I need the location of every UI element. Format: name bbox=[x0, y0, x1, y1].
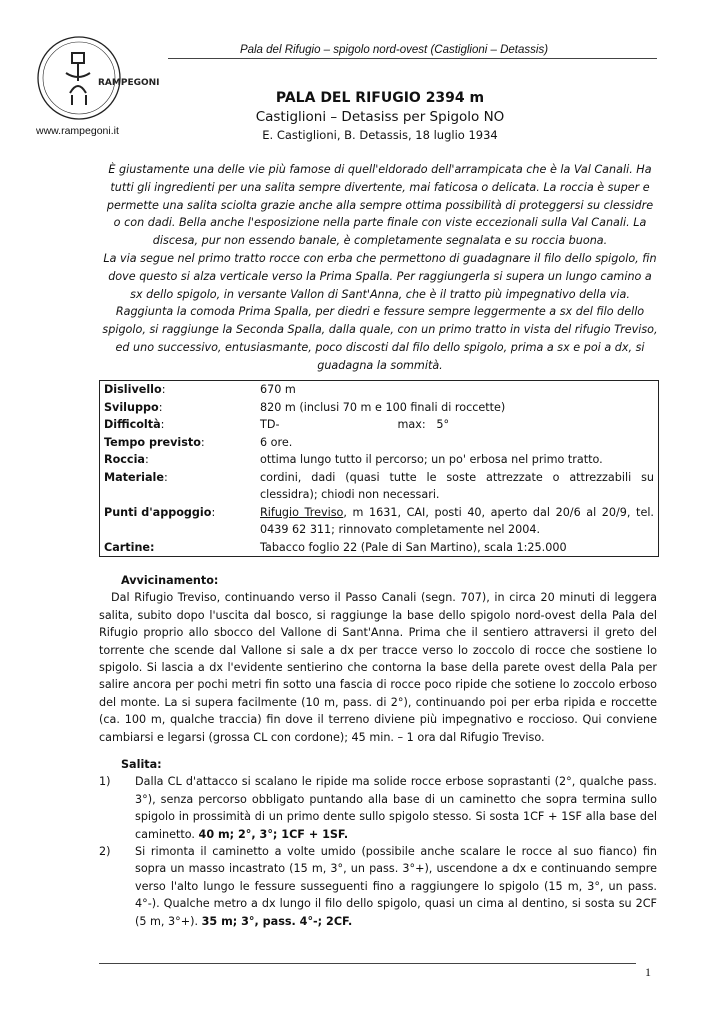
materiale-value: cordini, dadi (quasi tutte le soste attrezzate o attrezzabili su clessidra); chiodi non necessari. bbox=[260, 470, 654, 501]
rifugio-treviso-link[interactable]: Rifugio Treviso bbox=[260, 505, 344, 519]
salita-heading: Salita: bbox=[121, 758, 162, 771]
item-number: 1) bbox=[99, 775, 111, 789]
roccia-value: ottima lungo tutto il percorso; un po' erbosa nel primo tratto. bbox=[260, 453, 603, 466]
sviluppo-value: 820 m (inclusi 70 m e 100 finali di roccette) bbox=[260, 400, 506, 414]
page-subtitle: Castiglioni – Detasiss per Spigolo NO bbox=[255, 109, 505, 125]
table-row: Roccia: ottima lungo tutto il percorso; un po' erbosa nel primo tratto. bbox=[100, 451, 659, 469]
cartine-label: Cartine: bbox=[104, 540, 155, 554]
item-summary: 40 m; 2°, 3°; 1CF + 1SF. bbox=[198, 827, 349, 841]
punti-label: Punti d'appoggio bbox=[104, 505, 212, 519]
table-row bbox=[100, 539, 659, 557]
avvicinamento-text: Dal Rifugio Treviso, continuando verso il Passo Canali (segn. 707), in circa 20 minuti di leggera salita, subito dopo l'uscita dal bosco, si raggiunge la base dello spigolo nord-ovest della Pala del Rifugio proprio allo sbocco del Vallone di Sant'Anna. Prima che il sentiero attraversi il greto del torrente che scende dal Vallone si sale a dx per tracce verso lo zoccolo di rocce che sostiene lo spigolo. Si lascia a dx l'evidente sentierino che contorna la base della parete ovest della Pala per salire ancora per pochi metri fin sotto una fascia di rocce poco ripide che sotiene lo zoccolo erboso del monte. La si supera facilmente (10 m, pass. di 2°), continuando poi per erba ripida e roccette (ca. 100 m, qualche traccia) fin dove il terreno diviene più impegnativo e roccioso. Qui conviene cambiarsi e legarsi (grossa CL con cordone); 45 min. – 1 ora dal Rifugio Treviso. bbox=[99, 591, 657, 744]
list-item bbox=[99, 843, 657, 930]
roccia-label: Roccia bbox=[104, 453, 145, 466]
avvicinamento-section bbox=[99, 572, 657, 746]
item-text: Dalla CL d'attacco si scalano le ripide ma solide rocce erbose soprastanti (2°, qualche pass. 3°), senza percorso obbligato puntando alla base di un caminetto che sopra termina sullo spigolo in prossimità di un primo dente sullo spigolo stesso. Si sosta 1CF + 1SF alla base del caminetto. bbox=[135, 775, 657, 841]
punti-value: , m 1631, CAI, posti 40, aperto dal 20/6 al 20/9, tel. 0439 62 311; rinnovato completamente nel 2004. bbox=[260, 505, 654, 536]
route-info-table bbox=[99, 380, 659, 557]
intro-paragraph: La via segue nel primo tratto rocce con erba che permettono di guadagnare il filo dello spigolo, fin dove questo si alza verticale verso la Prima Spalla. Per raggiungerla si supera un lungo camino a sx dello spigolo, in versante Vallon di Sant'Anna, che è il tratto più impegnativo della via. Raggiunta la comoda Prima Spalla, per diedri e fessure sempre leggermente a sx del filo dello spigolo, si raggiunge la Seconda Spalla, dalla quale, con un primo tratto in vista del rifugio Treviso, ed uno successivo, entusiasmante, poco discosti dal filo dello spigolo, prima a sx e poi a dx, si guadagna la sommità. bbox=[102, 251, 658, 372]
page-number: 1 bbox=[645, 965, 651, 979]
max-value: 5° bbox=[436, 418, 450, 431]
avvicinamento-heading: Avvicinamento: bbox=[121, 574, 219, 587]
cartine-value: Tabacco foglio 22 (Pale di San Martino), scala 1:25.000 bbox=[260, 540, 567, 554]
item-number: 2) bbox=[99, 845, 111, 859]
table-row: Punti d'appoggio: Rifugio Treviso, m 1631, CAI, posti 40, aperto dal 20/6 al 20/9, tel. 0439 62 311; rinnovato completamente nel 2004. bbox=[104, 505, 654, 536]
difficolta-label: Difficoltà bbox=[104, 418, 161, 431]
intro-text bbox=[102, 161, 658, 375]
rampegoni-logo bbox=[36, 33, 160, 123]
logo-text: RAMPEGONI bbox=[98, 78, 160, 88]
sviluppo-label: Sviluppo bbox=[104, 400, 159, 414]
table-row: Difficoltà: TD- max: 5° bbox=[100, 416, 659, 434]
list-item bbox=[99, 773, 657, 843]
header-rule bbox=[168, 58, 657, 59]
difficolta-value: TD- bbox=[260, 418, 280, 431]
intro-paragraph: È giustamente una delle vie più famose di quell'eldorado dell'arrampicata che è la Val Canali. Ha tutti gli ingredienti per una salita sempre divertente, mai faticosa o delicata. La roccia è super e permette una salita sciolta grazie anche alla sempre ottima possibilità di proteggersi su clessidre o con dadi. Bella anche l'esposizione nella parte finale con viste eccezionali sulla Val Canali. La discesa, pur non essendo banale, è completamente segnalata e su roccia buona. bbox=[106, 163, 654, 248]
authors-line: E. Castiglioni, B. Detassis, 18 luglio 1934 bbox=[262, 128, 498, 142]
max-label: max: bbox=[397, 418, 426, 431]
item-summary: 35 m; 3°, pass. 4°-; 2CF. bbox=[201, 914, 353, 928]
page-title: PALA DEL RIFUGIO 2394 m bbox=[275, 90, 485, 106]
table-row: Sviluppo: 820 m (inclusi 70 m e 100 finali di roccette) bbox=[100, 399, 659, 417]
table-row: Dislivello: 670 m bbox=[100, 381, 659, 399]
materiale-label: Materiale bbox=[104, 470, 164, 484]
item-text: Si rimonta il caminetto a volte umido (possibile anche scalare le rocce al suo fianco) fin sopra un masso incastrato (15 m, 3°, un pass. 3°+), uscendone a dx e continuando sempre verso l'alto lungo le fessure susseguenti fino a raggiungere lo spigolo (15 m, 3°, un pass. 4°-). Qualche metro a dx lungo il filo dello spigolo, quasi un cima al dentino, si sosta su 2CF (5 m, 3°+). bbox=[135, 845, 657, 928]
website-url[interactable]: www.rampegoni.it bbox=[36, 125, 119, 137]
tempo-label: Tempo previsto bbox=[104, 435, 201, 449]
running-title: Pala del Rifugio – spigolo nord-ovest (Castiglioni – Detassis) bbox=[239, 44, 549, 56]
footer-rule bbox=[99, 963, 636, 964]
table-row: Materiale: cordini, dadi (quasi tutte le soste attrezzate o attrezzabili su clessidra); chiodi non necessari. bbox=[100, 469, 659, 504]
tempo-value: 6 ore. bbox=[260, 435, 293, 449]
salita-section bbox=[99, 756, 657, 930]
table-row: Tempo previsto: 6 ore. bbox=[100, 434, 659, 452]
dislivello-value: 670 m bbox=[260, 383, 296, 396]
dislivello-label: Dislivello bbox=[104, 383, 162, 396]
